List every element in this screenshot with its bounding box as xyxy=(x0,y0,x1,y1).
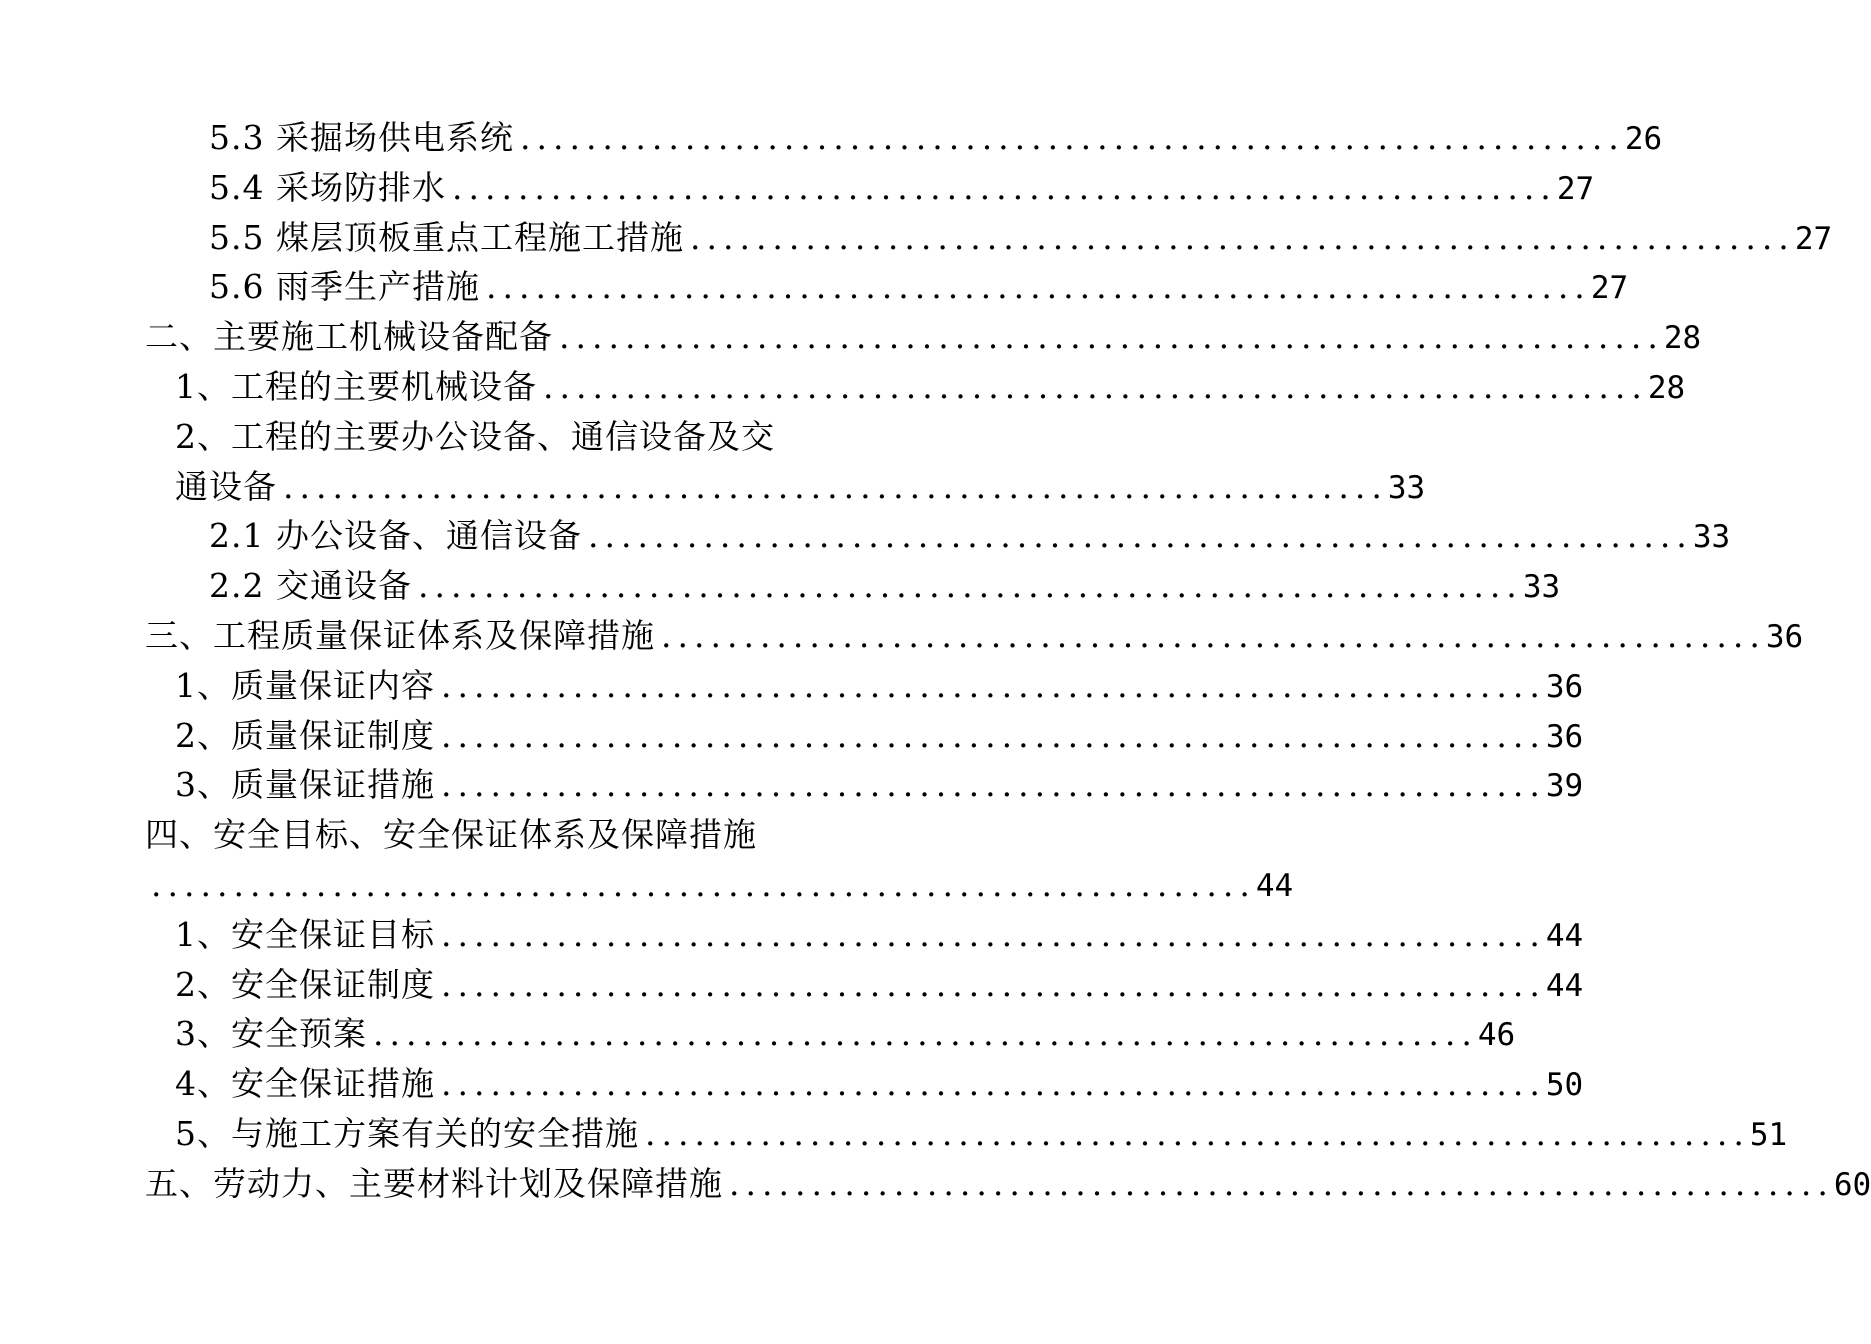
toc-entry[interactable] xyxy=(145,1059,1584,1109)
toc-entry-title: 5.3 采掘场供电系统 xyxy=(209,118,514,157)
toc-entry-title: 5、与施工方案有关的安全措施 xyxy=(175,1113,639,1153)
toc-entry[interactable] xyxy=(145,611,1804,661)
toc-page-number: 36 xyxy=(1545,718,1584,755)
toc-entry[interactable] xyxy=(145,960,1584,1010)
toc-leader-dots: ................................................................... xyxy=(587,516,1693,556)
toc-leader-dots: ................................................................... xyxy=(441,914,1546,954)
toc-entry[interactable] xyxy=(145,511,1731,561)
toc-entry-continuation[interactable] xyxy=(145,860,1294,910)
toc-entry-title: 5.6 雨季生产措施 xyxy=(209,267,480,307)
toc-entry[interactable] xyxy=(145,362,1686,412)
toc-entry[interactable] xyxy=(145,760,1584,810)
toc-leader-dots: ................................................................... xyxy=(151,864,1256,904)
toc-leader-dots: ................................................................... xyxy=(485,267,1591,307)
toc-entry[interactable] xyxy=(145,711,1584,761)
toc-entry-title: 5.4 采场防排水 xyxy=(209,167,446,207)
toc-leader-dots: ................................................................... xyxy=(661,615,1766,655)
toc-leader-dots: ................................................................... xyxy=(441,1064,1546,1104)
toc-leader-dots: ................................................................... xyxy=(519,118,1625,157)
toc-entry-title: 2、质量保证制度 xyxy=(175,715,435,755)
toc-leader-dots: ................................................................... xyxy=(441,964,1546,1004)
toc-leader-dots: ................................................................... xyxy=(559,317,1664,357)
toc-entry-title: 五、劳动力、主要材料计划及保障措施 xyxy=(145,1163,723,1203)
toc-entry-title: 1、安全保证目标 xyxy=(175,914,435,954)
toc-entry-title: 1、质量保证内容 xyxy=(175,665,435,705)
toc-page-number: 50 xyxy=(1545,1067,1584,1104)
toc-entry[interactable] xyxy=(145,1159,1871,1209)
toc-page-number: 44 xyxy=(1255,867,1294,904)
toc-entry[interactable] xyxy=(145,661,1584,711)
toc-page-number: 26 xyxy=(1624,121,1663,157)
toc-entry[interactable] xyxy=(145,262,1629,312)
toc-entry-title: 2、安全保证制度 xyxy=(175,964,435,1004)
toc-entry-title: 2、工程的主要办公设备、通信设备及交 xyxy=(175,416,775,456)
toc-page-number: 60 xyxy=(1833,1166,1871,1203)
toc-leader-dots: ................................................................... xyxy=(417,566,1523,606)
toc-page-number: 33 xyxy=(1387,469,1426,506)
toc-page-number: 27 xyxy=(1556,170,1595,207)
toc-page-number: 33 xyxy=(1522,569,1561,606)
toc-page-number: 36 xyxy=(1765,618,1804,655)
toc-page-number: 33 xyxy=(1692,519,1731,556)
toc-page-number: 27 xyxy=(1794,220,1833,257)
toc-leader-dots: ................................................................... xyxy=(441,665,1546,705)
toc-entry-title: 二、主要施工机械设备配备 xyxy=(145,317,553,357)
toc-entry-title: 通设备 xyxy=(175,466,277,506)
toc-entry[interactable] xyxy=(145,312,1702,362)
toc-entry-title: 4、安全保证措施 xyxy=(175,1064,435,1104)
toc-leader-dots: ................................................................... xyxy=(645,1113,1750,1153)
toc-entry[interactable] xyxy=(145,163,1595,213)
toc-page-number: 44 xyxy=(1545,917,1584,954)
toc-entry[interactable] xyxy=(145,561,1561,611)
toc-entry-title: 3、质量保证措施 xyxy=(175,765,435,805)
toc-page-number: 46 xyxy=(1477,1017,1516,1054)
toc-leader-dots: ................................................................... xyxy=(441,715,1546,755)
toc-entry-title: 三、工程质量保证体系及保障措施 xyxy=(145,615,655,655)
toc-entry-title: 2.1 办公设备、通信设备 xyxy=(209,516,582,556)
toc-entry-continuation[interactable] xyxy=(145,462,1426,512)
toc-entry[interactable] xyxy=(145,910,1584,960)
toc-leader-dots: ................................................................... xyxy=(543,366,1648,406)
toc-leader-dots: ................................................................... xyxy=(451,167,1557,207)
toc-page-number: 27 xyxy=(1590,270,1629,307)
toc-page-number: 51 xyxy=(1749,1116,1788,1153)
toc-page-number: 28 xyxy=(1647,369,1686,406)
toc-leader-dots: ................................................................... xyxy=(441,765,1546,805)
toc-entry[interactable] xyxy=(145,113,1663,163)
toc-entry[interactable] xyxy=(145,213,1833,263)
toc-entry-title: 5.5 煤层顶板重点工程施工措施 xyxy=(209,217,684,257)
toc-entry[interactable] xyxy=(145,412,805,462)
toc-page-number: 36 xyxy=(1545,668,1584,705)
toc-entry-title: 四、安全目标、安全保证体系及保障措施 xyxy=(145,815,757,855)
toc-entry[interactable] xyxy=(145,810,805,860)
toc-entry[interactable] xyxy=(145,1109,1788,1159)
toc-leader-dots: ................................................................... xyxy=(689,217,1795,257)
toc-entry-title: 3、安全预案 xyxy=(175,1014,367,1054)
toc-entry-title: 1、工程的主要机械设备 xyxy=(175,366,537,406)
toc-leader-dots: ................................................................... xyxy=(373,1014,1478,1054)
table-of-contents xyxy=(145,113,1871,1209)
toc-entry-title: 2.2 交通设备 xyxy=(209,566,412,606)
toc-page-number: 28 xyxy=(1663,320,1702,357)
toc-page-number: 39 xyxy=(1545,768,1584,805)
toc-leader-dots: ................................................................... xyxy=(729,1163,1834,1203)
toc-page-number: 44 xyxy=(1545,967,1584,1004)
toc-leader-dots: ................................................................... xyxy=(283,466,1388,506)
toc-entry[interactable] xyxy=(145,1009,1516,1059)
